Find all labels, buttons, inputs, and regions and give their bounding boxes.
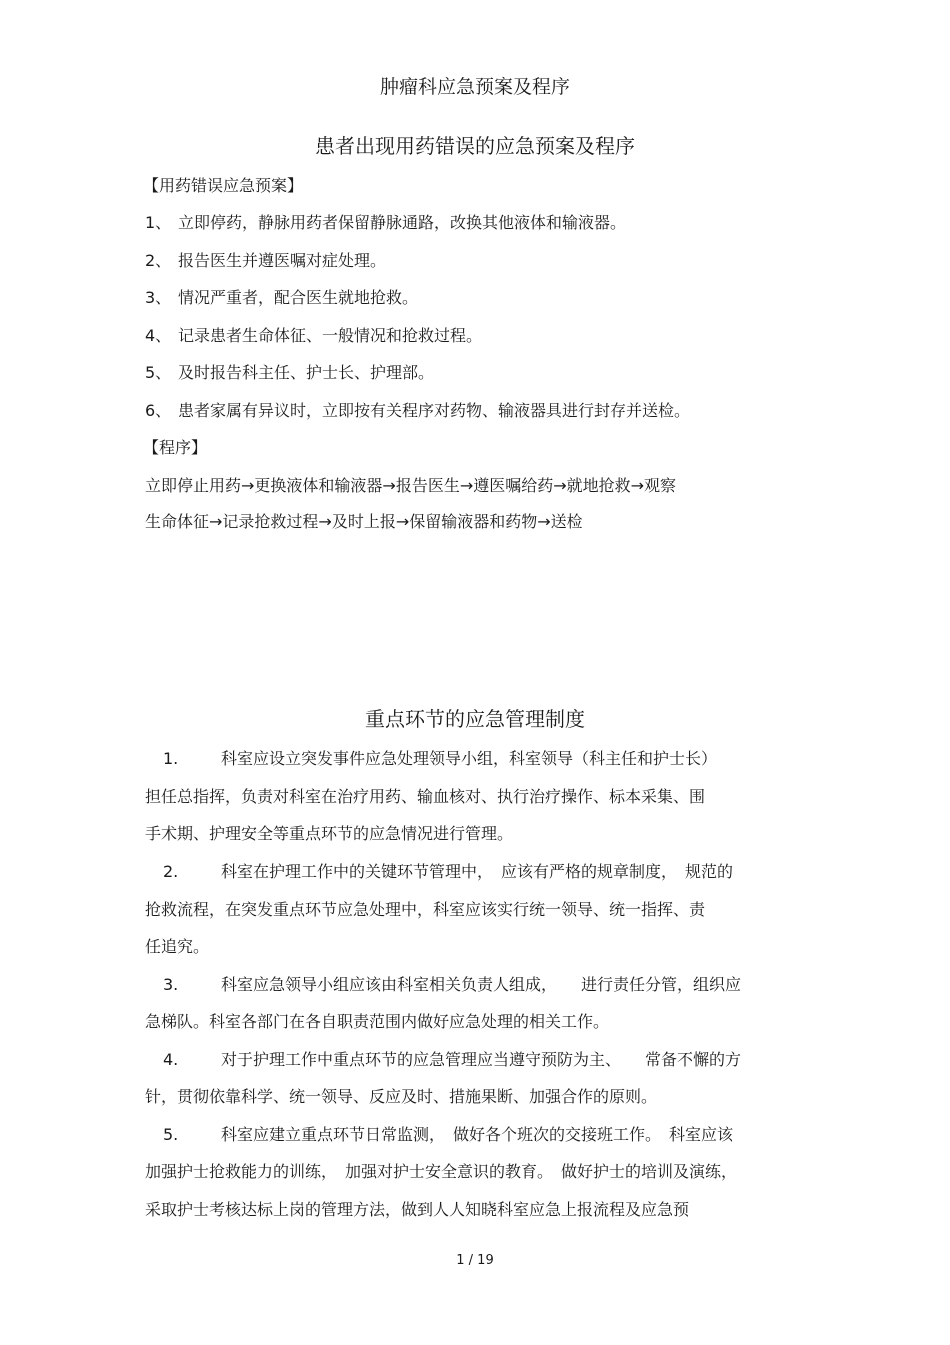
item-text: 情况严重者，配合医生就地抢救。 [178,288,419,307]
item-text: 报告医生并遵医嘱对症处理。 [178,251,387,270]
paragraph-line: 抢救流程，在突发重点环节应急处理中，科室应该实行统一领导、统一指挥、责 [145,900,706,919]
item-text: 记录患者生命体征、一般情况和抢救过程。 [178,326,483,345]
paragraph-line: 针，贯彻依靠科学、统一领导、反应及时、措施果断、加强合作的原则。 [145,1087,658,1106]
procedure-line: 生命体征→记录抢救过程→及时上报→保留输液器和药物→送检 [145,512,583,531]
section1-title: 患者出现用药错误的应急预案及程序 [315,134,635,158]
paragraph-line: 急梯队。科室各部门在各自职责范围内做好应急处理的相关工作。 [145,1012,610,1031]
plan-item [145,401,690,421]
paragraph-number: 4. [163,1050,179,1069]
plan-item [145,288,418,308]
paragraph-line: 担任总指挥，负责对科室在治疗用药、输血核对、执行治疗操作、标本采集、围 [145,787,706,806]
procedure-line: 立即停止用药→更换液体和输液器→报告医生→遵医嘱给药→就地抢救→观察 [145,476,677,495]
item-number: 3、 [145,288,172,307]
paragraph-line [145,749,717,769]
document-title: 肿瘤科应急预案及程序 [379,76,570,98]
paragraph-line [145,975,741,995]
paragraph-line: 手术期、护理安全等重点环节的应急情况进行管理。 [145,824,514,843]
item-number: 5、 [145,363,172,382]
paragraph-text: 对于护理工作中重点环节的应急管理应当遵守预防为主、 常备不懈的方 [221,1050,742,1069]
paragraph-line [145,1125,733,1145]
paragraph-number: 1. [163,749,179,768]
paragraph-line: 加强护士抢救能力的训练， 加强对护士安全意识的教育。 做好护士的培训及演练， [145,1162,738,1181]
paragraph-text: 科室在护理工作中的关键环节管理中， 应该有严格的规章制度， 规范的 [221,862,734,881]
plan-heading: 【用药错误应急预案】 [143,176,304,195]
item-number: 1、 [145,213,172,232]
page-number: 1 / 19 [456,1253,494,1268]
paragraph-text: 科室应急领导小组应该由科室相关负责人组成， 进行责任分管，组织应 [221,975,742,994]
item-text: 患者家属有异议时，立即按有关程序对药物、输液器具进行封存并送检。 [178,401,691,420]
paragraph-line [145,862,733,882]
item-number: 2、 [145,251,172,270]
item-text: 立即停药，静脉用药者保留静脉通路，改换其他液体和输液器。 [178,213,627,232]
procedure-heading: 【程序】 [143,438,208,457]
plan-item [145,213,626,233]
plan-item [145,326,482,346]
item-number: 4、 [145,326,172,345]
item-text: 及时报告科主任、护士长、护理部。 [178,363,435,382]
plan-item [145,363,434,383]
paragraph-number: 2. [163,862,179,881]
paragraph-line: 采取护士考核达标上岗的管理方法，做到人人知晓科室应急上报流程及应急预 [145,1200,690,1219]
paragraph-line [145,1050,741,1070]
paragraph-number: 3. [163,975,179,994]
item-number: 6、 [145,401,172,420]
paragraph-text: 科室应设立突发事件应急处理领导小组，科室领导（科主任和护士长） [221,749,718,768]
paragraph-line: 任追究。 [145,937,210,956]
paragraph-text: 科室应建立重点环节日常监测， 做好各个班次的交接班工作。 科室应该 [221,1125,734,1144]
plan-item [145,251,386,271]
section2-title: 重点环节的应急管理制度 [365,707,585,731]
paragraph-number: 5. [163,1125,179,1144]
